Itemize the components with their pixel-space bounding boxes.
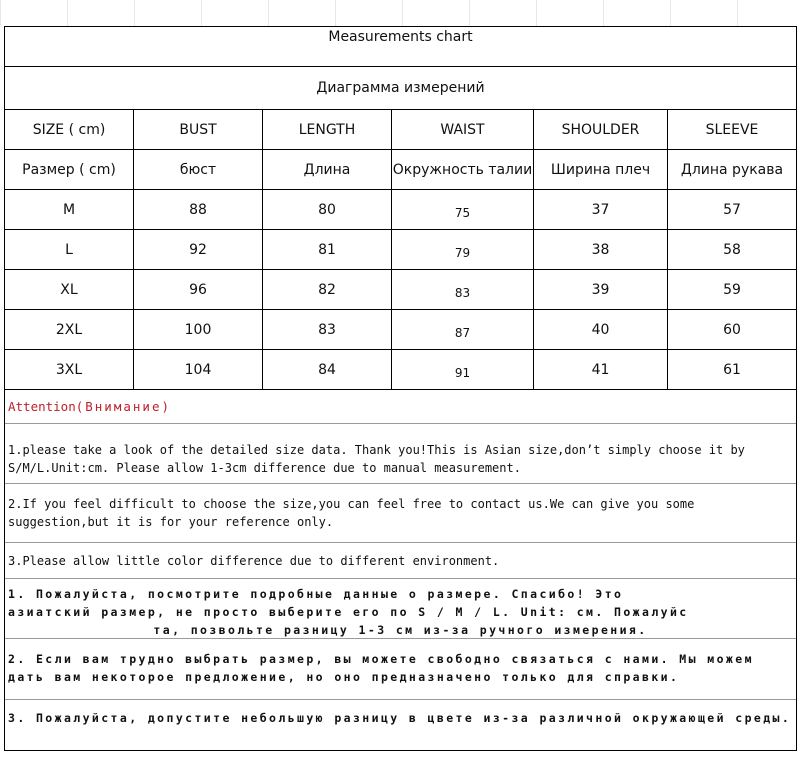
table-cell: 38 <box>534 230 668 270</box>
header-ru: Длина <box>263 150 392 190</box>
table-cell: 92 <box>134 230 263 270</box>
note-ru-1 <box>5 579 796 639</box>
note-ru-1-line1: 1. Пожалуйста, посмотрите подробные данные о размере. Спасибо! Это <box>8 587 624 601</box>
note-en-2: 2.If you feel difficult to choose the size,you can feel free to contact us.We can give you some suggestion,but it is for your reference only. <box>5 484 796 543</box>
table-cell: 75 <box>392 190 534 230</box>
table-cell: 81 <box>263 230 392 270</box>
header-ru: Размер ( cm) <box>5 150 134 190</box>
note-ru-1-line3: та, позвольте разницу 1-3 см из-за ручного измерения. <box>153 623 648 637</box>
header-ru: бюст <box>134 150 263 190</box>
chart-title-en: Measurements chart <box>5 27 796 67</box>
table-cell: 60 <box>668 310 796 350</box>
note-ru-1-line2: азиатский размер, не просто выберите его по S / M / L. Unit: см. Пожалуйс <box>8 605 689 619</box>
header-en: SIZE ( cm) <box>5 110 134 150</box>
table-cell: 100 <box>134 310 263 350</box>
table-cell: 79 <box>392 230 534 270</box>
note-ru-3: 3. Пожалуйста, допустите небольшую разницу в цвете из-за различной окружающей среды. <box>8 711 792 725</box>
table-cell: 96 <box>134 270 263 310</box>
table-cell: 84 <box>263 350 392 390</box>
table-cell: 41 <box>534 350 668 390</box>
header-en: BUST <box>134 110 263 150</box>
table-cell-size: 2XL <box>5 310 134 350</box>
table-cell-size: XL <box>5 270 134 310</box>
header-en: WAIST <box>392 110 534 150</box>
attention-ru: (Внимание) <box>75 399 171 414</box>
table-cell: 83 <box>263 310 392 350</box>
header-en: LENGTH <box>263 110 392 150</box>
table-cell: 91 <box>392 350 534 390</box>
table-cell: 88 <box>134 190 263 230</box>
table-cell-size: M <box>5 190 134 230</box>
table-cell: 80 <box>263 190 392 230</box>
note-en-3: 3.Please allow little color difference due to different environment. <box>5 543 796 579</box>
note-ru-2: 2. Если вам трудно выбрать размер, вы можете свободно связаться с нами. Мы можем дать вам некоторое предложение, но оно предназначено только для справки. <box>5 639 796 700</box>
size-table <box>5 110 796 390</box>
header-ru: Длина рукава <box>668 150 796 190</box>
attention-heading <box>5 390 796 424</box>
note-en-1: 1.please take a look of the detailed size data. Thank you!This is Asian size,don’t simply choose it by S/M/L.Unit:cm. Please allow 1-3cm difference due to manual measurement. <box>5 424 796 484</box>
spreadsheet-gridlines <box>0 0 800 26</box>
chart-title-ru: Диаграмма измерений <box>5 67 796 110</box>
table-cell: 39 <box>534 270 668 310</box>
table-cell: 82 <box>263 270 392 310</box>
header-en: SLEEVE <box>668 110 796 150</box>
table-cell: 57 <box>668 190 796 230</box>
table-cell-size: L <box>5 230 134 270</box>
table-cell: 37 <box>534 190 668 230</box>
table-cell: 59 <box>668 270 796 310</box>
table-cell: 87 <box>392 310 534 350</box>
table-cell: 40 <box>534 310 668 350</box>
attention-en: Attention <box>8 399 76 414</box>
size-chart-sheet <box>4 26 797 751</box>
header-en: SHOULDER <box>534 110 668 150</box>
header-ru: Ширина плеч <box>534 150 668 190</box>
table-cell: 61 <box>668 350 796 390</box>
table-cell: 104 <box>134 350 263 390</box>
table-cell-size: 3XL <box>5 350 134 390</box>
header-ru: Окружность талии <box>392 150 534 190</box>
table-cell: 83 <box>392 270 534 310</box>
table-cell: 58 <box>668 230 796 270</box>
